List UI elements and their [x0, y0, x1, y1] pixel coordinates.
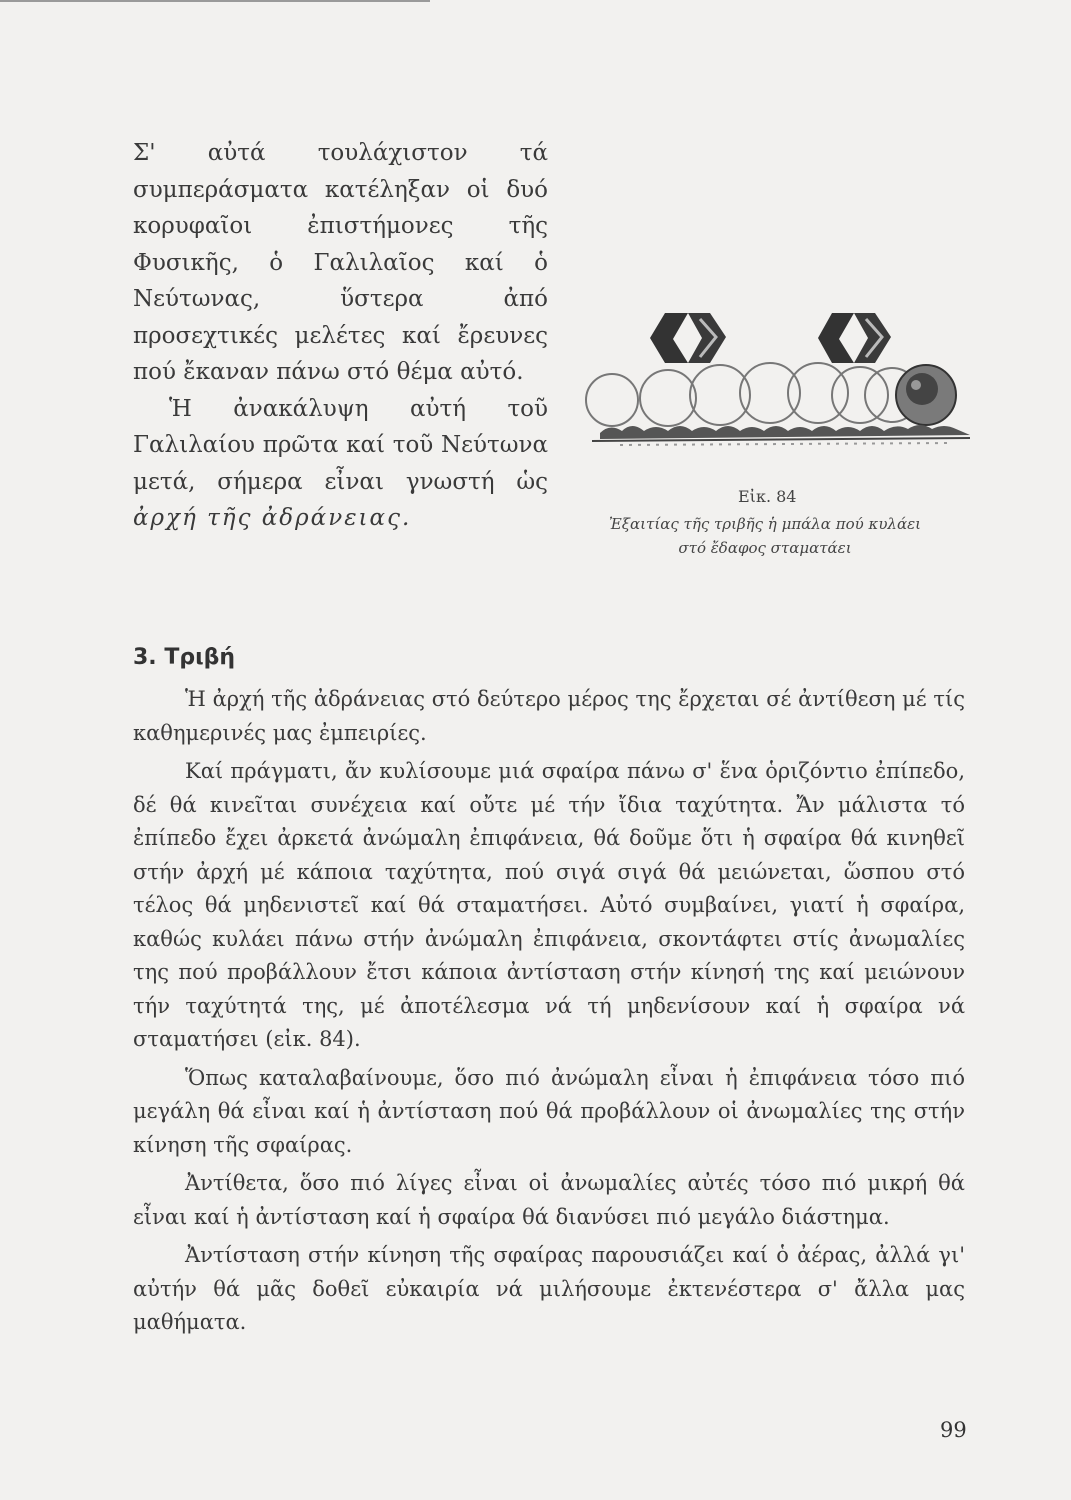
ball-icon	[896, 365, 956, 425]
section-body	[133, 683, 965, 1345]
body-paragraph-4: Ἀντίθετα, ὅσο πιό λίγες εἶναι οἱ ἀνωμαλίες αὐτές τόσο πιό μικρή θά εἶναι καί ἡ ἀντίσταση καί ἡ σφαίρα θά διανύσει πιό μεγάλο διάστημα.	[133, 1171, 965, 1229]
ball-trail	[586, 363, 919, 426]
figure-label: Εἰκ. 84	[738, 487, 797, 506]
rolling-ball-illustration	[570, 305, 975, 485]
body-paragraph-2: Καί πράγματι, ἄν κυλίσουμε μιά σφαίρα πάνω σ' ἕνα ὁριζόντιο ἐπίπεδο, δέ θά κινεῖται συνέχεια καί οὔτε μέ τήν ἴδια ταχύτητα. Ἄν μάλιστα τό ἐπίπεδο ἔχει ἀρκετά ἀνώμαλη ἐπιφάνεια, θά δοῦμε ὅτι ἡ σφαίρα θά κινηθεῖ στήν ἀρχή μέ κάποια ταχύτητα, πού σιγά σιγά θά μειώνεται, ὥσπου στό τέλος θά μηδενιστεῖ καί θά σταματήσει. Αὐτό συμβαίνει, γιατί ἡ σφαίρα, καθώς κυλάει πάνω στήν ἀνώμαλη ἐπιφάνεια, σκοντάφτει στίς ἀνωμαλίες της πού προβάλλουν ἔτσι κάποια ἀντίσταση στήν κίνησή της καί μειώνουν τήν ταχύτητά της, μέ ἀποτέλεσμα νά τή μηδενίσουν καί ἡ σφαίρα νά σταματήσει (εἰκ. 84).	[133, 759, 965, 1051]
figure-caption	[570, 512, 960, 560]
principle-of-inertia: ἀρχή τῆς ἀδράνειας.	[133, 505, 412, 531]
intro-column	[133, 135, 548, 537]
figure-84	[570, 305, 975, 575]
section-heading: 3. Τριβή	[133, 645, 236, 670]
motion-arrow-left-icon	[650, 313, 726, 363]
figure-caption-line-2: στό ἔδαφος σταματάει	[678, 539, 852, 557]
top-rule	[0, 0, 430, 2]
intro-paragraph-2	[133, 391, 548, 537]
intro-paragraph-2-text: Ἡ ἀνακάλυψη αὐτή τοῦ Γαλιλαίου πρῶτα καί τοῦ Νεύτωνα μετά, σήμερα εἶναι γνωστή ὡς	[133, 395, 548, 495]
body-paragraph-3: Ὅπως καταλαβαίνουμε, ὅσο πιό ἀνώμαλη εἶναι ἡ ἐπιφάνεια τόσο πιό μεγάλη θά εἶναι καί ἡ ἀντίσταση πού θά προβάλλουν οἱ ἀνωμαλίες της στήν κίνηση τῆς σφαίρας.	[133, 1065, 965, 1157]
motion-arrow-right-icon	[818, 313, 891, 363]
rough-ground	[592, 425, 970, 445]
body-paragraph-1: Ἡ ἀρχή τῆς ἀδράνειας στό δεύτερο μέρος της ἔρχεται σέ ἀντίθεση μέ τίς καθημερινές μας ἐμπειρίες.	[133, 687, 965, 745]
body-paragraph-5: Ἀντίσταση στήν κίνηση τῆς σφαίρας παρουσιάζει καί ὁ ἀέρας, ἀλλά γι' αὐτήν θά μᾶς δοθεῖ εὐκαιρία νά μιλήσουμε ἐκτενέστερα σ' ἄλλα μας μαθήματα.	[133, 1243, 965, 1334]
page-number: 99	[940, 1418, 967, 1442]
intro-paragraph-1: Σ' αὐτά τουλάχιστον τά συμπεράσματα κατέληξαν οἱ δυό κορυφαῖοι ἐπιστήμονες τῆς Φυσικῆς, ὁ Γαλιλαῖος καί ὁ Νεύτωνας, ὕστερα ἀπό προσεχτικές μελέτες καί ἔρευνες πού ἔκαναν πάνω στό θέμα αὐτό.	[133, 140, 548, 385]
figure-caption-line-1: Ἐξαιτίας τῆς τριβῆς ἡ μπάλα πού κυλάει	[608, 515, 922, 533]
